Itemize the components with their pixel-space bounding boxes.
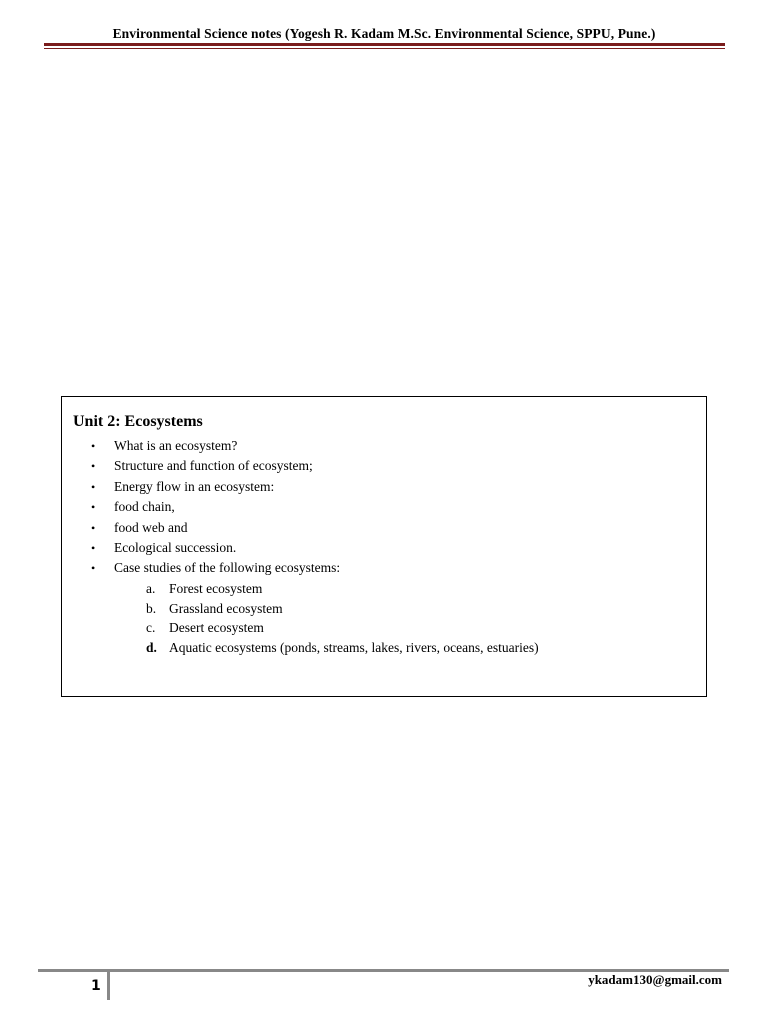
page-number: 1 bbox=[91, 978, 101, 994]
topic-text: Ecological succession. bbox=[114, 539, 237, 555]
topic-text: What is an ecosystem? bbox=[114, 438, 238, 453]
unit-title: Unit 2: Ecosystems bbox=[73, 413, 203, 430]
topic-text: Case studies of the following ecosystems: bbox=[114, 560, 341, 576]
topic-text: food web and bbox=[114, 519, 188, 535]
footer-divider bbox=[107, 970, 110, 1000]
case-study-letter: d. bbox=[146, 639, 157, 655]
footer-email: ykadam130@gmail.com bbox=[588, 972, 722, 987]
header-rule-thick bbox=[44, 43, 725, 46]
case-study-text: Desert ecosystem bbox=[169, 620, 264, 635]
bullet-icon: • bbox=[91, 520, 96, 535]
bullet-icon: • bbox=[91, 561, 96, 576]
document-header-title: Environmental Science notes (Yogesh R. Kadam M.Sc. Environmental Science, SPPU, Pune.) bbox=[112, 26, 656, 41]
case-study-text: Aquatic ecosystems (ponds, streams, lakes, rivers, oceans, estuaries) bbox=[169, 639, 539, 655]
topic-text: Energy flow in an ecosystem: bbox=[114, 478, 275, 494]
case-study-letter: c. bbox=[146, 620, 156, 635]
bullet-icon: • bbox=[91, 500, 96, 515]
case-study-text: Forest ecosystem bbox=[169, 581, 263, 596]
bullet-icon: • bbox=[91, 540, 96, 555]
bullet-icon: • bbox=[91, 459, 96, 474]
bullet-icon: • bbox=[91, 439, 96, 453]
topic-text: food chain, bbox=[114, 499, 175, 515]
header-rule-thin bbox=[44, 48, 725, 49]
case-study-letter: a. bbox=[146, 581, 156, 596]
unit-box bbox=[61, 396, 707, 697]
case-study-text: Grassland ecosystem bbox=[169, 600, 283, 616]
case-study-letter: b. bbox=[146, 600, 157, 616]
bullet-icon: • bbox=[91, 479, 96, 494]
topic-text: Structure and function of ecosystem; bbox=[114, 458, 313, 474]
